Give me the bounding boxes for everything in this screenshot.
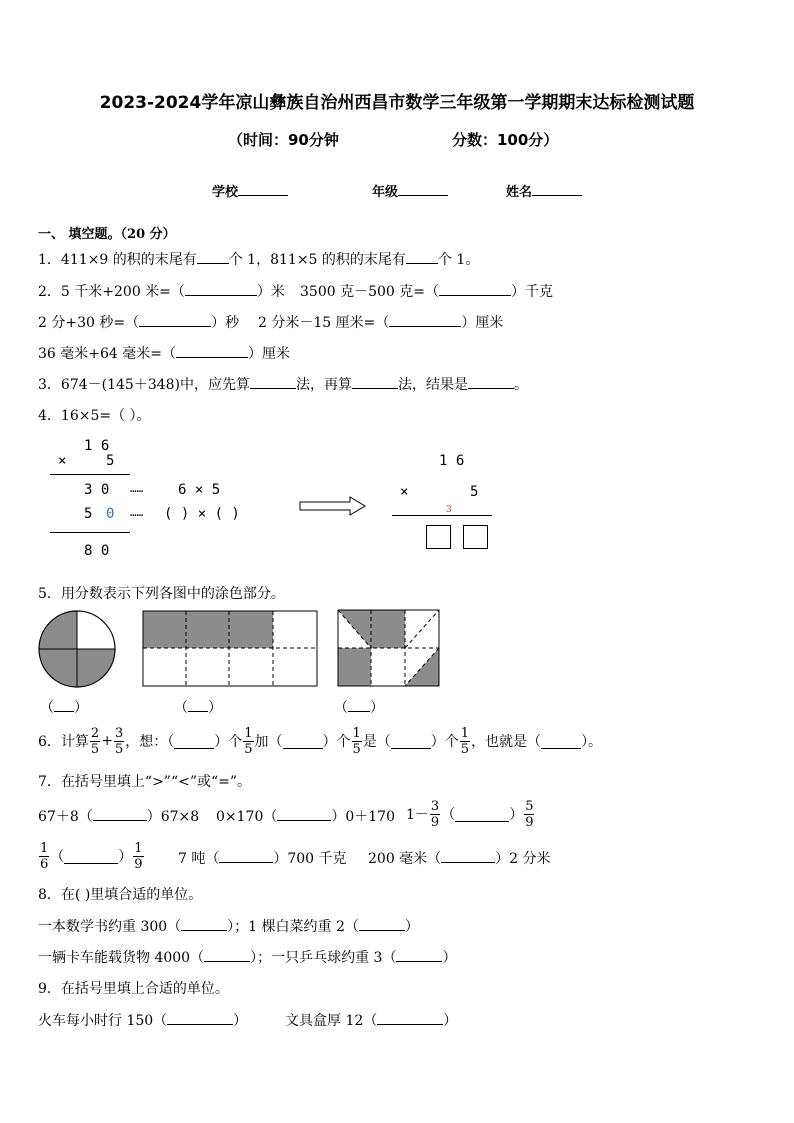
q6-fraction-3-num: 1 [244, 725, 253, 741]
q3-number: 3． [38, 377, 61, 393]
q5-answer-1 [40, 697, 88, 717]
q2-b-text: 3500 克－500 克=（ [300, 284, 439, 300]
q7-a-right: ）67×8 [146, 809, 200, 825]
q9-b-blank[interactable] [377, 1010, 443, 1025]
q8-c-end: ）； [250, 950, 272, 966]
q6-plus: + [101, 733, 113, 749]
q7-b-blank[interactable] [277, 806, 331, 821]
q6-number: 6． [38, 734, 61, 750]
q8-a-text: 一本数学书约重 300（ [38, 919, 182, 935]
q5-paren-open-3: （ [334, 700, 348, 716]
q5-text: 用分数表示下列各图中的涂色部分。 [60, 586, 285, 602]
q2-d-text: 2 分米－15 厘米=（ [258, 315, 390, 331]
q9-text: 在括号里填上合适的单位。 [60, 981, 229, 997]
q7-d-fraction-num: 1 [40, 840, 49, 856]
q1-text-3: 个 1。 [437, 252, 480, 268]
q1-text-2: 个 1，811×5 的积的末尾有 [228, 252, 406, 268]
q6-blank-2[interactable] [283, 734, 323, 749]
q5-paren-open-2: （ [174, 700, 188, 716]
q7-text: 在括号里填上“>”“<”或“=”。 [60, 774, 252, 790]
mult2-multiplier: 5 [470, 484, 479, 500]
q9-b-text: 文具盒厚 12（ [285, 1013, 378, 1029]
q7-b-left: 0×170（ [216, 809, 278, 825]
q6-fraction-5-den: 5 [460, 741, 470, 757]
mult-multiplier: 5 [106, 453, 115, 469]
q8-d-text: 一只乒乓球约重 3（ [271, 950, 397, 966]
page-title: 2023-2024学年凉山彝族自治州西昌市数学三年级第一学期期末达标检测试题 [99, 93, 695, 113]
mult-result: 8 0 [84, 543, 110, 559]
q5-paren-close-3: ） [370, 700, 384, 716]
q6-fraction-5-num: 1 [460, 725, 470, 741]
q7-d-fraction-2-num: 1 [134, 840, 143, 856]
q2-b-unit: ）千克 [510, 284, 553, 300]
q3-blank-3[interactable] [468, 374, 514, 389]
mult-expr-1: 6 × 5 [178, 482, 221, 498]
q2-d-unit: ）厘米 [461, 315, 504, 331]
q6-fraction-2 [114, 726, 124, 757]
question-2-line-2 [38, 312, 239, 332]
q7-f-left: 200 毫米（ [368, 851, 442, 867]
q3-text-2: 法，再算 [296, 377, 353, 393]
mult2-answer-box-1[interactable] [426, 525, 451, 549]
question-8 [38, 884, 202, 904]
q7-e-left: 7 吨（ [178, 851, 220, 867]
q8-b-blank[interactable] [359, 916, 405, 931]
q4-number: 4． [38, 408, 61, 424]
q6-think: ，想：（ [125, 734, 175, 750]
q8-b-text: 1 棵白菜约重 2（ [248, 919, 359, 935]
q7-c-blank[interactable] [455, 807, 509, 822]
q8-d-end: ） [442, 950, 457, 966]
q6-is: 是（ [362, 734, 391, 750]
q2-a-unit: ）米 [256, 284, 285, 300]
mult-dots-1: …… [130, 482, 144, 495]
question-7 [38, 771, 251, 791]
q7-d-paren-open: （ [50, 849, 65, 865]
school-blank[interactable] [238, 181, 288, 196]
q9-a-end: ） [233, 1013, 248, 1029]
q7-d-fraction-2-den: 9 [134, 856, 143, 872]
q7-c-fraction-den: 9 [430, 814, 440, 830]
q9-item-b [285, 1010, 457, 1030]
q3-text-4: 。 [514, 377, 529, 393]
q5-paren-close-2: ） [208, 700, 222, 716]
q2-e-text: 36 毫米+64 毫米=（ [38, 346, 176, 362]
q6-add: 加（ [254, 734, 283, 750]
q6-fraction-2-num: 3 [114, 725, 124, 741]
grade-blank[interactable] [398, 181, 448, 196]
q9-a-blank[interactable] [167, 1010, 233, 1025]
q2-c-unit: ）秒 [211, 315, 240, 331]
q1-blank-1[interactable] [197, 249, 229, 264]
q9-item-a [38, 1010, 247, 1030]
q7-number: 7． [38, 774, 61, 790]
q3-text-3: 法，结果是 [398, 377, 469, 393]
school-field [212, 181, 288, 200]
mult2-carry-digit: 3 [446, 505, 452, 515]
arrow-right-icon [298, 496, 368, 516]
q8-c-text: 一辆卡车能载货物 4000（ [38, 950, 205, 966]
mult2-times-sign: × [400, 484, 409, 500]
q2-c-text: 2 分+30 秒=（ [38, 315, 140, 331]
q6-fraction-2-den: 5 [114, 741, 124, 757]
section-title: 一、 填空题。（20 分） [38, 227, 176, 242]
q7-item-f [368, 848, 551, 868]
q9-b-end: ） [443, 1013, 458, 1029]
q7-c-fraction-num: 3 [430, 798, 440, 814]
time-label: （时间：90分钟 [228, 131, 339, 149]
q7-item-e [178, 848, 347, 868]
mult-line-2 [50, 532, 130, 533]
question-2-line-3 [38, 343, 290, 363]
mult2-line [392, 515, 492, 516]
q8-line-2 [38, 947, 456, 967]
q6-end: ）。 [581, 734, 603, 750]
q7-c-left: 1－ [406, 807, 429, 823]
question-4 [38, 405, 151, 425]
q7-d-paren-close: ） [118, 849, 133, 865]
q1-text-1: 411×9 的积的末尾有 [60, 252, 197, 268]
score-label: 分数：100分） [452, 131, 559, 149]
q7-item-c [406, 795, 535, 833]
q6-fraction-1-den: 5 [90, 741, 100, 757]
q7-e-right: ）700 千克 [273, 851, 347, 867]
q8-line-1 [38, 916, 419, 936]
q6-fraction-5 [460, 726, 470, 757]
question-1 [38, 249, 479, 269]
q2-a-blank[interactable] [185, 281, 257, 296]
q6-fraction-3 [243, 726, 253, 757]
school-label: 学校 [212, 185, 239, 200]
q9-a-text: 火车每小时行 150（ [38, 1013, 168, 1029]
q6-blank-4[interactable] [541, 734, 581, 749]
q6-fraction-4-den: 5 [352, 741, 361, 757]
q3-blank-2[interactable] [352, 374, 398, 389]
q5-blank-1[interactable] [54, 697, 74, 712]
q7-a-left: 67＋8（ [38, 809, 93, 825]
q6-text-2: ）个 [322, 734, 351, 750]
q8-number: 8． [38, 887, 61, 903]
q2-e-unit: ）厘米 [248, 346, 290, 362]
q8-d-blank[interactable] [396, 947, 442, 962]
q7-c-paren-open: （ [441, 807, 456, 823]
q7-c-fraction-2 [524, 799, 534, 830]
q8-text: 在( )里填合适的单位。 [60, 887, 203, 903]
q2-a-text: 5 千米+200 米=（ [60, 284, 185, 300]
q7-c-fraction-2-den: 9 [525, 814, 534, 830]
mult2-top-number: 1 6 [439, 453, 465, 469]
q6-fraction-1-num: 2 [90, 725, 100, 741]
mult-partial-1: 3 0 [84, 482, 110, 498]
question-6 [38, 722, 602, 760]
q6-fraction-4-num: 1 [352, 725, 361, 741]
q2-b-blank[interactable] [439, 281, 511, 296]
q8-a-end: ）； [227, 919, 249, 935]
mult-expr-2: ( ) × ( ) [164, 506, 240, 522]
q1-number: 1． [38, 252, 61, 268]
name-blank[interactable] [532, 181, 582, 196]
q8-c-blank[interactable] [204, 947, 250, 962]
grade-label: 年级 [372, 185, 399, 200]
q5-blank-2[interactable] [188, 697, 208, 712]
question-2-line-1 [38, 281, 285, 301]
q3-blank-1[interactable] [250, 374, 296, 389]
q6-blank-3[interactable] [391, 734, 431, 749]
name-label: 姓名 [506, 185, 533, 200]
q7-f-right: ）2 分米 [495, 851, 551, 867]
q6-blank-1[interactable] [174, 734, 214, 749]
q7-f-blank[interactable] [441, 848, 495, 863]
figure-circle [37, 609, 117, 689]
q6-fraction-4 [352, 726, 362, 757]
q7-c-fraction [430, 799, 440, 830]
q5-answer-3 [334, 697, 384, 717]
q6-fraction-1 [90, 726, 100, 757]
q8-a-blank[interactable] [181, 916, 227, 931]
q1-blank-2[interactable] [406, 249, 438, 264]
q7-a-blank[interactable] [93, 806, 147, 821]
q5-paren-open-1: （ [40, 700, 54, 716]
mult-line-1 [50, 474, 130, 475]
q7-item-d [38, 837, 145, 875]
q7-item-a [38, 806, 199, 826]
q3-text-1: 674－(145＋348)中，应先算 [60, 377, 251, 393]
mult-partial-2-ones: 0 [106, 506, 115, 522]
q4-text: 16×5=（ ）。 [60, 408, 151, 424]
mult-top-number: 1 6 [84, 438, 110, 454]
q7-b-right: ）0＋170 [331, 809, 395, 825]
question-5 [38, 583, 285, 603]
q7-c-paren-close: ） [509, 807, 524, 823]
figure-triangle-grid [337, 609, 441, 688]
question-2-line-1b [300, 281, 553, 301]
q6-calc-label: 计算 [60, 734, 89, 750]
q5-number: 5． [38, 586, 61, 602]
q7-item-b [216, 806, 395, 826]
q5-answer-2 [174, 697, 222, 717]
name-field [506, 181, 582, 200]
q7-d-blank[interactable] [64, 849, 118, 864]
q6-fraction-3-den: 5 [244, 741, 253, 757]
q7-e-blank[interactable] [219, 848, 273, 863]
q2-e-blank[interactable] [176, 343, 248, 358]
q5-blank-3[interactable] [348, 697, 370, 712]
q7-d-fraction-2 [133, 841, 143, 872]
q2-number: 2． [38, 284, 61, 300]
q2-c-blank[interactable] [139, 312, 211, 327]
question-3 [38, 374, 528, 394]
grade-field [372, 181, 448, 200]
question-2-line-2b [258, 312, 503, 332]
question-9 [38, 978, 229, 998]
q6-text-3: ）个 [430, 734, 459, 750]
mult-times-sign: × [58, 453, 67, 469]
figure-rectangle-grid [142, 610, 318, 687]
q5-paren-close-1: ） [74, 700, 88, 716]
q6-text-1: ）个 [214, 734, 243, 750]
mult2-answer-box-2[interactable] [463, 525, 488, 549]
q9-number: 9． [38, 981, 61, 997]
mult-dots-2: …… [130, 506, 144, 519]
q2-d-blank[interactable] [389, 312, 461, 327]
mult-partial-2-tens: 5 [84, 506, 93, 522]
q6-also: ，也就是（ [471, 734, 542, 750]
q7-d-fraction [39, 841, 49, 872]
q7-d-fraction-den: 6 [40, 856, 49, 872]
q7-c-fraction-2-num: 5 [525, 798, 534, 814]
q8-b-end: ） [404, 919, 419, 935]
